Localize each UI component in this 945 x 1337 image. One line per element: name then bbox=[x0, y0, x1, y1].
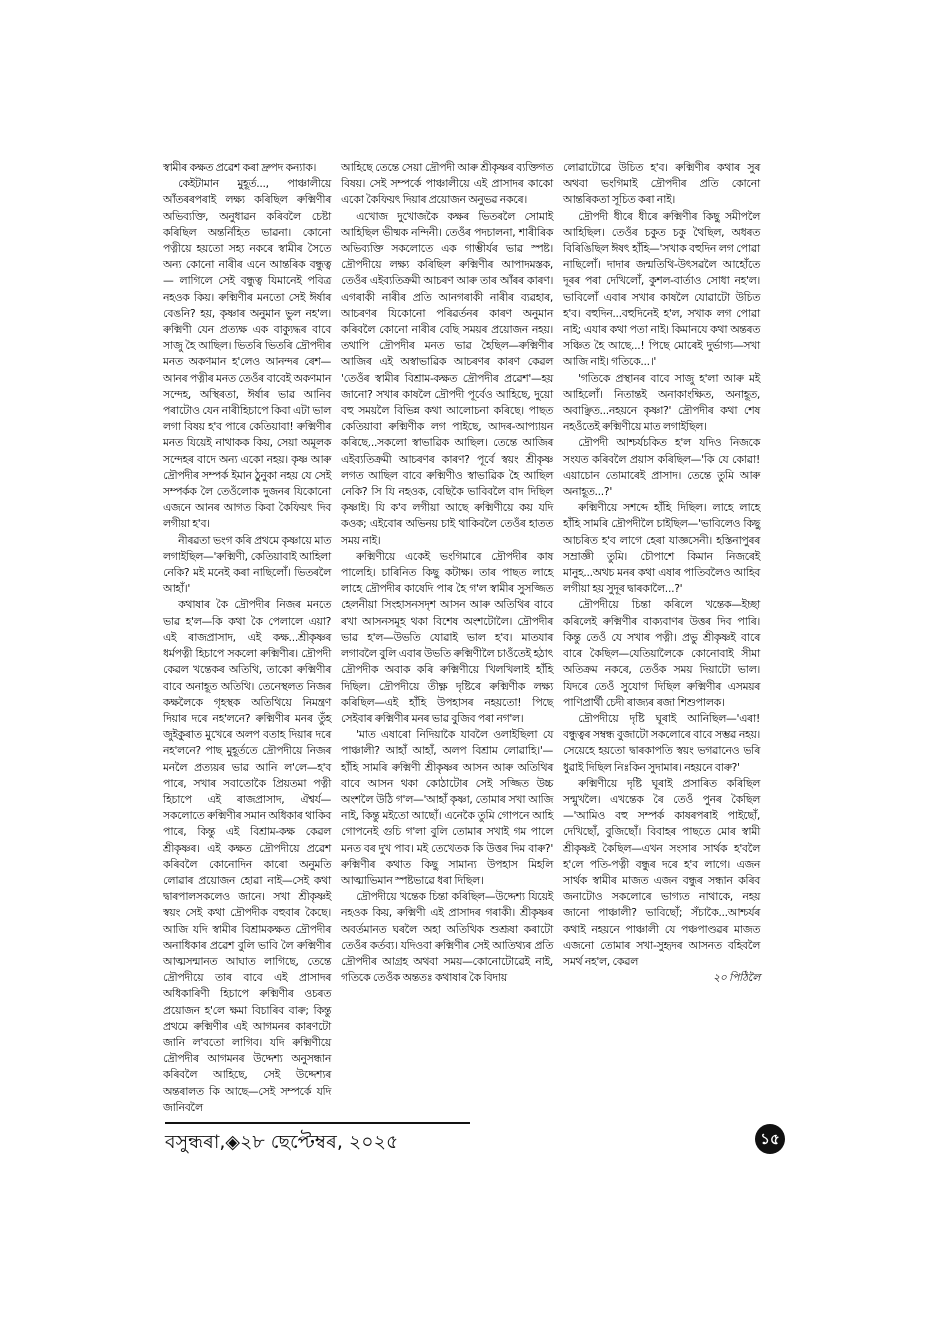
article-columns bbox=[163, 160, 945, 1116]
article-column-3 bbox=[563, 160, 760, 986]
page-number: ১৫ bbox=[755, 1124, 785, 1154]
paragraph: এখোজ দুখোজকৈ কক্ষৰ ভিতৰলৈ সোমাই আহিছিল ভীষ্মক নন্দিনী। তেওঁৰ পদচালনা, শাৰীৰিক অভিব্যক্তি সকলোতে এক গাম্ভীৰ্যৰ ভাৱ স্পষ্ট। দ্ৰৌপদীয়ে লক্ষ্য কৰিছিল ৰুক্মিণীৰ আপাদমস্তক, তেওঁৰ এইব্যতিক্ৰমী আচৰণ আৰু তাৰ আঁৰৰ কাৰণ। এগৰাকী নাৰীৰ প্ৰতি আনগৰাকী নাৰীৰ ব্যৱহাৰ, আচৰণৰ যিকোনো পৰিৱৰ্তনৰ কাৰণ অনুমান কৰিবলৈ কোনো নাৰীৰ বেছি সময়ৰ প্ৰয়োজন নহয়। তথাপি দ্ৰৌপদীৰ মনত ভাৱ হৈছিল—ৰুক্মিণীৰ আজিৰ এই অস্বাভাৱিক আচৰণৰ কাৰণ কেৱল 'তেওঁৰ স্বামীৰ বিশ্ৰাম-কক্ষত দ্ৰৌপদীৰ প্ৰৱেশ'—হয় জানো? সখাৰ কাষলৈ দ্ৰৌপদী পূৰ্বেও আহিছে, দুয়ো বহু সময়লৈ বিভিন্ন কথা আলোচনা কৰিছে। পাছত কেতিয়াবা ৰুক্মিণীক লগ পাইছে, আদৰ-আপ্যায়ন কৰিছে...সকলো স্বাভাৱিক আছিল। তেন্তে আজিৰ এইব্যতিক্ৰমী আচৰণৰ কাৰণ? পূৰ্বে স্বয়ং শ্ৰীকৃষ্ণ লগত আছিল বাবে ৰুক্মিণীও স্বাভাৱিক হৈ আছিল নেকি? সি যি নহওক, বেছিকৈ ভাবিবলৈ বাদ দিছিল কৃষ্ণাই। যি ক'ব লগীয়া আছে ৰুক্মিণীয়ে কয় যদি কওক; এইবোৰ অভিনয় চাই থাকিবলৈ তেওঁৰ হাতত সময় নাই। bbox=[341, 209, 553, 547]
article-column-2 bbox=[341, 160, 553, 986]
paragraph: দ্ৰৌপদীয়ে দৃষ্টি ঘূৰাই আনিছিল—'এৰা! বন্ধুত্বৰ সম্বন্ধ বুজাটো সকলোৰে বাবে সম্ভৱ নহয়। সেয়েহে হয়তো দ্বাৰকাপতি স্বয়ং ভগৱানেও ভৰি ধুৱাই দিছিল নিঃকিন সুদামাৰ। নহয়নে বাৰু?' bbox=[563, 711, 760, 774]
continued-note: ২০ পিঠিলৈ bbox=[712, 971, 760, 985]
paragraph: কেইটামান মুহূৰ্ত..., পাঞ্চালীয়ে আঁতৰৰপৰাই লক্ষ্য কৰিছিল ৰুক্মিণীৰ অভিব্যক্তি, অনুধাৱন কৰিবলৈ চেষ্টা কৰিছিল অন্তৰ্নিহিত ভাৱনা। কোনো পত্নীয়ে হয়তো সহ্য নকৰে স্বামীৰ সৈতে অন্য কোনো নাৰীৰ এনে আন্তৰিক বন্ধুত্ব— লাগিলে সেই বন্ধুত্ব যিমানেই পবিত্ৰ নহওক কিয়। ৰুক্মিণীৰ মনতো সেই ঈৰ্ষাৰ বেঙনি? হয়, কৃষ্ণাৰ অনুমান ভুল নহ'ল। ৰুক্মিণী যেন প্ৰত্যক্ষ এক বাক্যুদ্ধৰ বাবে সাজু হৈ আছিল। ভিতৰি ভিতৰি দ্ৰৌপদীৰ মনত অকণমান হ'লেও আনন্দৰ ৰেশ—আনৰ পত্নীৰ মনত তেওঁৰ বাবেই অকণমান সন্দেহ, অস্থিৰতা, ঈৰ্ষাৰ ভাৱ আনিব পৰাটোও যেন নাৰীহিচাপে কিবা এটা ভাল লগা বিষয় হ'ব পাৰে কেতিয়াবা! ৰুক্মিণীৰ মনত যিয়েই নাথাকক কিয়, সেয়া অমূলক সন্দেহৰ বাদে অন্য একো নহয়। কৃষ্ণ আৰু দ্ৰৌপদীৰ সম্পৰ্ক ইমান ঠুনুকা নহয় যে সেই সম্পৰ্কক লৈ তেওঁলোক দুজনৰ যিকোনো এজনে আনৰ আগত কিবা কৈফিয়ৎ দিব লগীয়া হ'ব। bbox=[163, 177, 331, 531]
paragraph: স্বামীৰ কক্ষত প্ৰৱেশ কৰা দ্ৰুপদ কন্যাক। bbox=[163, 161, 317, 174]
paragraph: দ্ৰৌপদী আশ্চৰ্যচকিত হ'ল যদিও নিজকে সংযত কৰিবলৈ প্ৰয়াস কৰিছিল—'কি যে কোৱা! এয়াচোন তোমাৰেই প্ৰাসাদ। তেন্তে তুমি আৰু অনাহূত...?' bbox=[563, 436, 760, 499]
paragraph: দ্ৰৌপদীয়ে খন্তেক চিন্তা কৰিছিল—উদ্দেশ্য যিয়েই নহওক কিয়, ৰুক্মিণী এই প্ৰাসাদৰ গৰাকী। শ্ৰীকৃষ্ণৰ অবৰ্তমানত ঘৰলৈ অহা অতিথিক শুশ্ৰূষা কৰাটো তেওঁৰ কৰ্তব্য। যদিওবা ৰুক্মিণীৰ সেই আতিথ্যৰ প্ৰতি দ্ৰৌপদীৰ আগ্ৰহ অথবা সময়—কোনোটোৱেই নাই, গতিকে তেওঁক অন্ততঃ কথাষাৰ কৈ বিদায় bbox=[341, 890, 553, 985]
paragraph: কথাষাৰ কৈ দ্ৰৌপদীৰ নিজৰ মনতে ভাৱ হ'ল—কি কথা কৈ পেলালে এয়া? এই ৰাজপ্ৰাসাদ, এই কক্ষ...শ্ৰীকৃষ্ণৰ ধৰ্মপত্নী হিচাপে সকলো ৰুক্মিণীৰ। দ্ৰৌপদী কেৱল খন্তেকৰ অতিথি, তাকো ৰুক্মিণীৰ বাবে অনাহূত অতিথি। তেনেস্থলত নিজৰ কক্ষলৈকে গৃহস্থক অতিথিয়ে নিমন্ত্ৰণ দিয়াৰ দৰে নহ'লনে? ৰুক্মিণীৰ মনৰ তুঁহ জুইকুৰাত মুখেৰে অলপ বতাহ দিয়াৰ দৰে নহ'লনে? পাছ মুহূৰ্ততে দ্ৰৌপদীয়ে নিজৰ মনলৈ প্ৰত্যয়ৰ ভাৱ আনি ল'লে—হ'ব পাৰে, সখাৰ সবাতোকৈ প্ৰিয়তমা পত্নী হিচাপে এই ৰাজপ্ৰাসাদ, ঐশ্বৰ্য—সকলোতে ৰুক্মিণীৰ সমান অধিকাৰ থাকিব পাৰে, কিন্তু এই বিশ্ৰাম-কক্ষ কেৱল শ্ৰীকৃষ্ণৰ। এই কক্ষত দ্ৰৌপদীয়ে প্ৰৱেশ কৰিবলৈ কোনোদিন কাৰো অনুমতি লোৱাৰ প্ৰয়োজন হোৱা নাই—সেই কথা দ্বাৰপালসকলেও জানে। সখা শ্ৰীকৃষ্ণই স্বয়ং সেই কথা দ্ৰৌপদীক বহুবাৰ কৈছে। আজি যদি স্বামীৰ বিশ্ৰামকক্ষত দ্ৰৌপদীৰ অনাধিকাৰ প্ৰৱেশ বুলি ভাবি লৈ ৰুক্মিণীৰ আত্মসন্মানত আঘাত লাগিছে, তেন্তে দ্ৰৌপদীয়ে তাৰ বাবে এই প্ৰাসাদৰ অধিকাৰিণী হিচাপে ৰুক্মিণীৰ ওচৰত প্ৰয়োজন হ'লে ক্ষমা বিচাৰিব বাৰু; কিন্তু প্ৰথমে ৰুক্মিণীৰ এই আগমনৰ কাৰণটো জানি ল'বতো লাগিব। যদি ৰুক্মিণীয়ে দ্ৰৌপদীৰ আগমনৰ উদ্দেশ্য অনুসন্ধান কৰিবলৈ আহিছে, সেই উদ্দেশ্যৰ অন্তৰালত কি আছে—সেই সম্পৰ্কে যদি জানিবলৈ bbox=[163, 598, 331, 1114]
paragraph: 'মাত এষাৰো নিদিয়াকৈ যাবলৈ ওলাইছিলা যে পাঞ্চালী? আহাঁ আহাঁ, অলপ বিশ্ৰাম লোৱাহি।'—হাঁহি সামৰি ৰুক্মিণী শ্ৰীকৃষ্ণৰ আসন আৰু অতিথিৰ বাবে আসন থকা কোঠাটোৰ সেই সজ্জিত উচ্চ অংশলৈ উঠি গ'ল—'আহাঁ কৃষ্ণা, তোমাৰ সখা আজি নাই, কিন্তু মইতো আছোঁ। এনেকৈ তুমি গোপনে আহি গোপনেই গুচি গ'লা বুলি তোমাৰ সখাই গম পালে মনত বৰ দুখ পাব। মই তেখেতক কি উত্তৰ দিম বাৰু?' ৰুক্মিণীৰ কথাত কিছু সামান্য উপহাস মিহলি আত্মাভিমান স্পষ্টভাৱে ধৰা দিছিল। bbox=[341, 728, 553, 887]
paragraph: নীৰৱতা ভংগ কৰি প্ৰথমে কৃষ্ণায়ে মাত লগাইছিল—'ৰুক্মিণী, কেতিয়াবাই আহিলা নেকি? মই মনেই কৰা নাছিলোঁ। ভিতৰলৈ আহাঁ।' bbox=[163, 533, 331, 596]
paragraph: ৰুক্মিণীয়ে দৃষ্টি ঘূৰাই প্ৰসাৰিত কৰিছিল সন্মুখলৈ। এখন্তেক ৰৈ তেওঁ পুনৰ কৈছিল—'আমিও বহু সম্পৰ্ক কাষৰপৰাই পাইছোঁ, দেখিছোঁ, বুজিছোঁ। বিবাহৰ পাছতে মোৰ স্বামী শ্ৰীকৃষ্ণই কৈছিল—এখন সংসাৰ সাৰ্থক হ'বলৈ হ'লে পতি-পত্নী বন্ধুৰ দৰে হ'ব লাগে। এজন সাৰ্থক স্বামীৰ মাজত এজন বন্ধুৰ সন্ধান কৰিব জনাটোও সকলোৰে ভাগ্যত নাথাকে, নহয় জানো পাঞ্চালী? ভাবিছোঁ; সঁচাকৈ...আশ্চৰ্যৰ কথাই নহয়নে পাঞ্চালী যে পঞ্চপাণ্ডৱৰ মাজত এজনো তোমাৰ সখা-সুহৃদৰ আসনত বহিবলৈ সমৰ্থ নহ'ল, কেৱল bbox=[563, 776, 760, 968]
paragraph: লোৱাটোৱে উচিত হ'ব। ৰুক্মিণীৰ কথাৰ সুৰ অথবা ভংগিমাই দ্ৰৌপদীৰ প্ৰতি কোনো আন্তৰিকতা সূচিত কৰা নাই। bbox=[563, 161, 760, 207]
paragraph: 'গতিকে প্ৰস্থানৰ বাবে সাজু হ'লা আৰু মই আহিলোঁ। নিতান্তই অনাকাংক্ষিত, অনাহূত, অবাঞ্ছিত...নহয়নে কৃষ্ণা?' দ্ৰৌপদীৰ কথা শেষ নহওঁতেই ৰুক্মিণীয়ে মাত লগাইছিল। bbox=[563, 371, 760, 434]
footer-publication: বসুন্ধৰা,◈২৮ ছেপ্টেম্বৰ, ২০২৫ bbox=[165, 1130, 399, 1153]
article-column-1 bbox=[163, 160, 331, 1116]
footer bbox=[165, 1124, 785, 1164]
paragraph: ৰুক্মিণীয়ে সশব্দে হাঁহি দিছিল। লাহে লাহে হাঁহি সামৰি দ্ৰৌপদীলৈ চাইছিল—'ভাবিলেও কিছু আচৰিত হ'ব লাগে হেৰা যাজ্ঞসেনী। হস্তিনাপুৰৰ সম্ৰাজ্ঞী তুমি। চৌপাশে কিমান নিজৰেই মানুহ...অথচ মনৰ কথা এষাৰ পাতিবলৈও আহিব লগীয়া হয় সুদূৰ দ্বাৰকালৈ...?' bbox=[563, 501, 760, 596]
paragraph: দ্ৰৌপদী ধীৰে ধীৰে ৰুক্মিণীৰ কিছু সমীপলৈ আহিছিল। তেওঁৰ চকুত চকু থৈছিল, অধৰত বিৰিঙিছিল ঈষৎ হাঁহি—'সখাক বহুদিন লগ পোৱা নাছিলোঁ। দাদাৰ জন্মতিথি-উৎসৱলৈ আহোঁতে দূৰৰ পৰা দেখিলোঁ, কুশল-বাৰ্তাও সোধা নহ'ল। ভাবিলোঁ এবাৰ সখাৰ কাষলৈ যোৱাটো উচিত হ'ব। বহুদিন...বহুদিনেই হ'ল, সখাক লগ পোৱা নাই; এযাৰ কথা পতা নাই। কিমানযে কথা অন্তৰত সঞ্চিত হৈ আছে...! পিছে মোৰেই দুৰ্ভাগ্য—সখা আজি নাই। গতিকে...।' bbox=[563, 209, 760, 369]
paragraph: দ্ৰৌপদীয়ে চিন্তা কৰিলে খন্তেক—ইচ্ছা কৰিলেই ৰুক্মিণীৰ বাক্যবাণৰ উত্তৰ দিব পাৰি। কিন্তু তেওঁ যে সখাৰ পত্নী। প্ৰভু শ্ৰীকৃষ্ণই বাৰে বাৰে কৈছিল—যেতিয়ালৈকে কোনোবাই সীমা অতিক্ৰম নকৰে, তেওঁক সময় দিয়াটো ভাল। যিদৰে তেওঁ সুযোগ দিছিল ৰুক্মিণীৰ এসময়ৰ পাণিপ্ৰাৰ্থী চেদী ৰাজ্যৰ ৰজা শিশুপালক। bbox=[563, 598, 760, 709]
paragraph: ৰুক্মিণীয়ে একেই ভংগিমাৰে দ্ৰৌপদীৰ কাষ পালেহি। চাৰিনিত কিছু কটাক্ষ। তাৰ পাছত লাহে লাহে দ্ৰৌপদীৰ কাষেদি পাৰ হৈ গ'ল স্বামীৰ সুসজ্জিত হেলনীয়া সিংহাসনসদৃশ আসন আৰু অতিথিৰ বাবে ৰখা আসনসমূহ থকা বিশেষ অংশটোলৈ। দ্ৰৌপদীৰ ভাৱ হ'ল—উভতি যোৱাই ভাল হ'ব। মাতযাৰ লগাবলৈ বুলি এবাৰ উভতি ৰুক্মিণীলৈ চাওঁতেই হঠাৎ দ্ৰৌপদীক অবাক কৰি ৰুক্মিণীয়ে খিলখিলাই হাঁহি দিছিল। দ্ৰৌপদীয়ে তীক্ষ্ণ দৃষ্টিৰে ৰুক্মিণীক লক্ষ্য কৰিছিল—এই হাঁহি উপহাসৰ নহয়তো! পিছে সেইবাৰ ৰুক্মিণীৰ মনৰ ভাৱ বুজিব পৰা নগ'ল। bbox=[341, 549, 553, 725]
paragraph: আহিছে তেন্তে সেয়া দ্ৰৌপদী আৰু শ্ৰীকৃষ্ণৰ ব্যক্তিগত বিষয়। সেই সম্পৰ্কে পাঞ্চালীয়ে এই প্ৰাসাদৰ কাকো একো কৈফিয়ৎ দিয়াৰ প্ৰয়োজন অনুভৱ নকৰে। bbox=[341, 161, 553, 207]
